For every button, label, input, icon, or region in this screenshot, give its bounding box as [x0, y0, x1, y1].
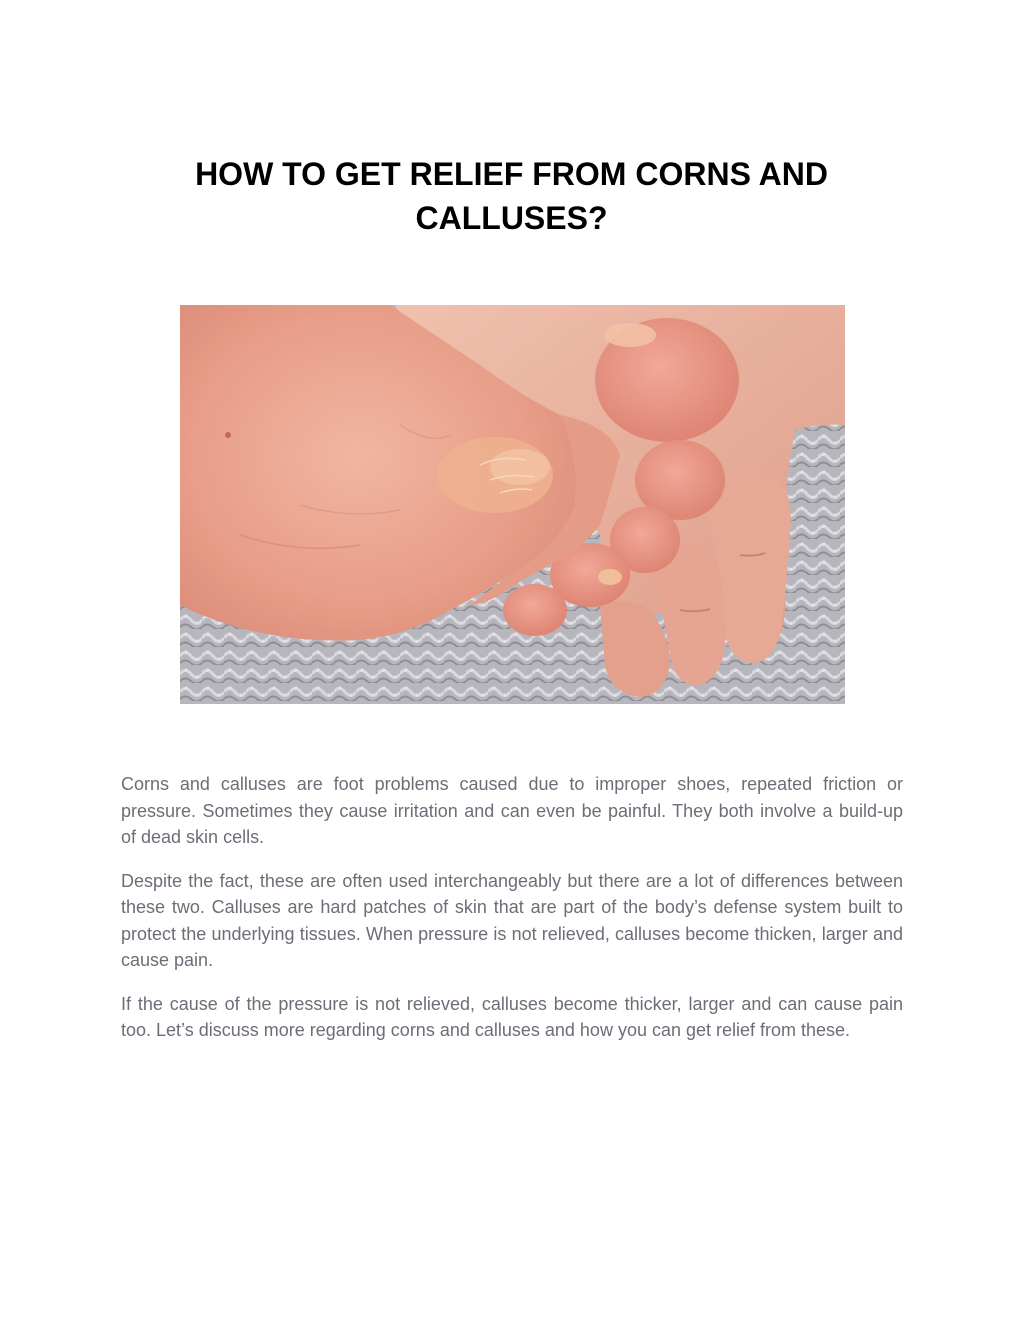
foot-photo	[180, 305, 845, 704]
paragraph-differences: Despite the fact, these are often used interchangeably but there are a lot of differences between these two. Calluses are hard patches of skin that are part of the body’s defense system built to protect the underlying tissues. When pressure is not relieved, calluses become thicken, larger and cause pain.	[121, 870, 903, 970]
article-body	[121, 771, 903, 1061]
paragraph-intro: Corns and calluses are foot problems caused due to improper shoes, repeated friction or pressure. Sometimes they cause irritation and can even be painful. They both involve a build-up of dead skin cells.	[121, 774, 903, 847]
page-title: HOW TO GET RELIEF FROM CORNS AND CALLUSES?	[195, 156, 828, 236]
foot-photo-illustration	[180, 305, 845, 704]
paragraph-pressure: If the cause of the pressure is not relieved, calluses become thicker, larger and can cause pain too. Let’s discuss more regarding corns and calluses and how you can get relief from these.	[121, 993, 903, 1040]
